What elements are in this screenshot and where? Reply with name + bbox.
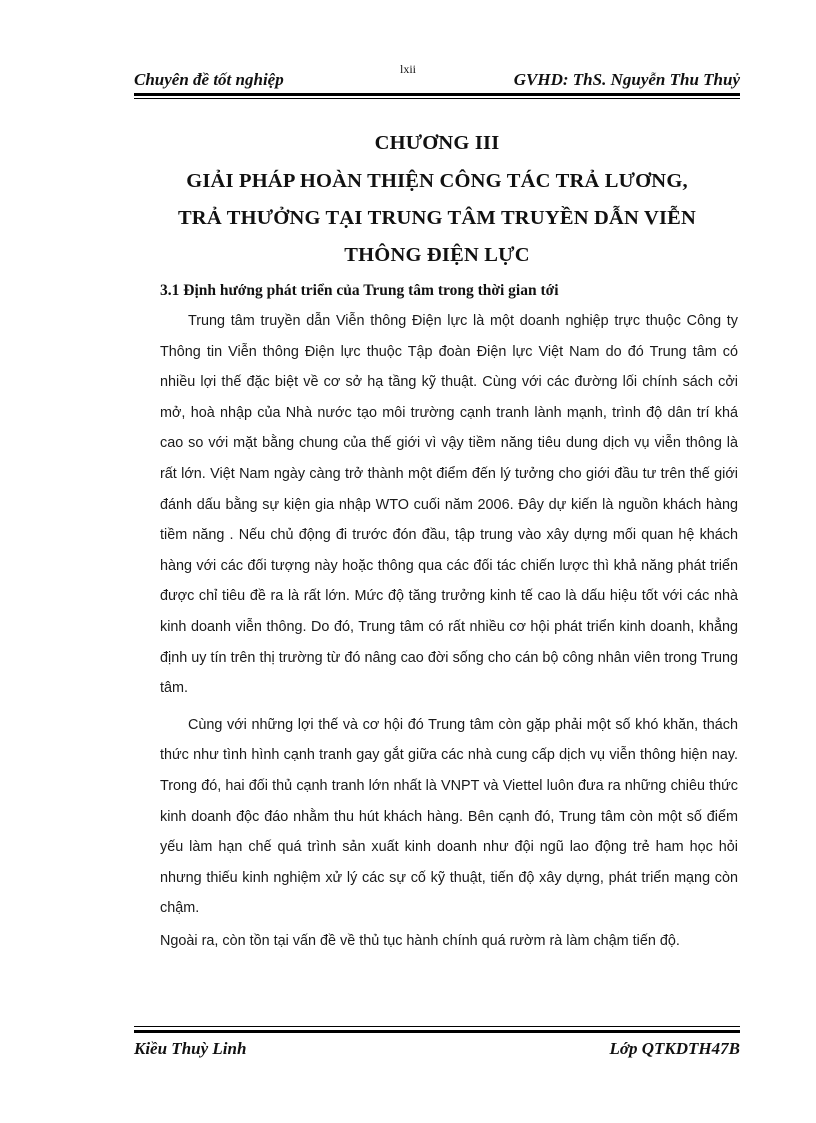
footer-left-text: Kiều Thuỳ Linh <box>134 1039 247 1058</box>
section-heading: 3.1 Định hướng phát triển của Trung tâm trong thời gian tới <box>160 282 559 299</box>
page-header <box>134 70 740 92</box>
header-right-text: GVHD: ThS. Nguyễn Thu Thuỷ <box>513 70 740 89</box>
paragraph-3: Ngoài ra, còn tồn tại vấn đề về thủ tục hành chính quá rườm rà làm chậm tiến độ. <box>160 932 680 949</box>
page-footer <box>134 1039 740 1061</box>
paragraph-1: Trung tâm truyền dẫn Viễn thông Điện lực là một doanh nghiệp trực thuộc Công ty Thông tin Viễn thông Điện lực thuộc Tập đoàn Điện lực Việt Nam do đó Trung tâm có nhiều lợi thế đặc biệt về cơ sở hạ tầng kỹ thuật. Cùng với các đường lối chính sách cởi mở, hoà nhập của Nhà nước tạo môi trường cạnh tranh lành mạnh, trình độ dân trí khá cao so với mặt bằng chung của thế giới vì vậy tiềm năng tiêu dung dịch vụ viễn thông là rất lớn. Việt Nam ngày càng trở thành một điểm đến lý tưởng cho giới đầu tư trên thế giới đánh dấu bằng sự kiện gia nhập WTO cuối năm 2006. Đây dự kiến là nguồn khách hàng tiềm năng . Nếu chủ động đi trước đón đầu, tập trung vào xây dựng mối quan hệ khách hàng với các đối tượng này hoặc thông qua các đối tác chiến lược thì khả năng phát triển được chỉ tiêu đề ra là rất lớn. Mức độ tăng trưởng kinh tế cao là dấu hiệu tốt với các nhà kinh doanh viễn thông. Do đó, Trung tâm có rất nhiều cơ hội phát triển kinh doanh, khẳng định uy tín trên thị trường từ đó nâng cao đời sống cho cán bộ công nhân viên trong Trung tâm. <box>160 313 738 697</box>
body-text <box>160 306 738 956</box>
page-number: lxii <box>399 62 416 76</box>
footer-rule-thick <box>134 1030 740 1033</box>
footer-rule-thin <box>134 1026 740 1027</box>
paragraph-2: Cùng với những lợi thế và cơ hội đó Trung tâm còn gặp phải một số khó khăn, thách thức như tình hình cạnh tranh gay gắt giữa các nhà cung cấp dịch vụ viễn thông hiện nay. Trong đó, hai đối thủ cạnh tranh lớn nhất là VNPT và Viettel luôn đưa ra những chiêu thức kinh doanh độc đáo nhằm thu hút khách hàng. Bên cạnh đó, Trung tâm còn một số điểm yếu làm hạn chế quá trình sản xuất kinh doanh như đội ngũ lao động trẻ ham học hỏi nhưng thiếu kinh nghiệm xử lý các sự cố kỹ thuật, tiến độ xây dựng, phát triển mạng còn chậm. <box>160 716 738 917</box>
header-rule-thick <box>134 93 740 96</box>
chapter-title-line-3: THÔNG ĐIỆN LỰC <box>344 244 530 266</box>
chapter-number: CHƯƠNG III <box>374 132 500 154</box>
chapter-title-line-2: TRẢ THƯỞNG TẠI TRUNG TÂM TRUYỀN DẪN VIỄN <box>177 207 697 229</box>
chapter-title-line-1: GIẢI PHÁP HOÀN THIỆN CÔNG TÁC TRẢ LƯƠNG, <box>186 170 688 192</box>
footer-right-text: Lớp QTKDTH47B <box>609 1039 740 1058</box>
header-rule-thin <box>134 98 740 99</box>
header-left-text: Chuyên đề tốt nghiệp <box>134 70 284 89</box>
